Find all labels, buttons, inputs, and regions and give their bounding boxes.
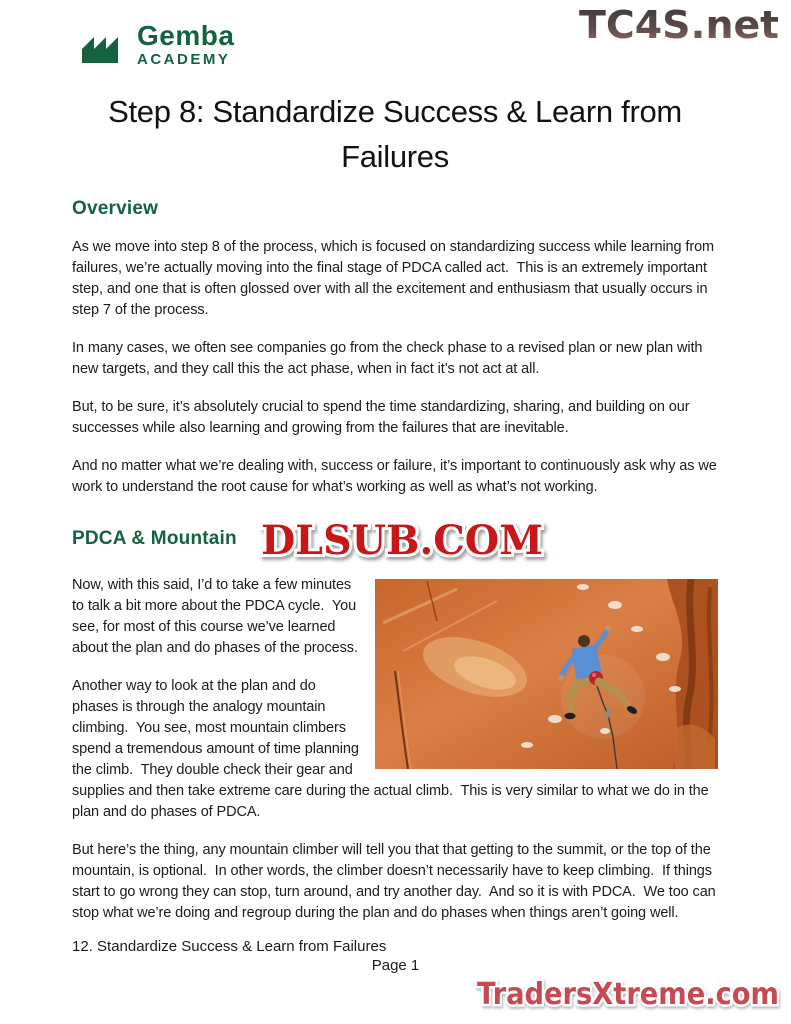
overview-paragraph-2: In many cases, we often see companies go from the check phase to a revised plan or new plan with new targets, and they call this the act phase, when in fact it’s not act at all. [72,339,707,377]
overview-paragraph-4: And no matter what we’re dealing with, success or failure, it’s important to continuously ask why as we work to understand the root cause for what’s working as well as what’s not working. [72,457,721,495]
pdca-paragraph-2: Another way to look at the plan and do phases is through the analogy mountain climbing. You see, most mountain climbers spend a tremendous amount of time planning the climb. They double check their gear and supplies and then take extreme care during the actual climb. This is very similar to what we do in the plan and do phases of PDCA. [72,677,713,820]
logo-text [137,22,234,67]
tc4s-watermark-text: TC4S.net [579,3,779,47]
tradersxtreme-watermark-text: TradersXtreme.com [477,977,779,1012]
overview-heading: Overview [72,197,159,219]
tradersxtreme-watermark [469,971,787,1022]
factory-icon [80,25,128,65]
page-number: Page 1 [371,957,420,974]
overview-paragraph-1: As we move into step 8 of the process, which is focused on standardizing success while learning from failures, we’re actually moving into the final stage of PDCA called act. This is an extremely important step, and one that is often glossed over with all the excitement and enthusiasm that usually occurs in step 7 of the process. [72,238,718,318]
page-title: Step 8: Standardize Success & Learn from Failures [108,94,682,174]
pdca-heading: PDCA & Mountain [72,527,237,549]
footer-section-title: 12. Standardize Success & Learn from Failures [72,938,387,955]
pdca-heading-row [72,516,718,564]
logo-brand: Gemba [137,20,235,51]
logo-sub-brand: ACADEMY [137,51,231,68]
pdca-paragraph-1: Now, with this said, I’d to take a few minutes to talk a bit more about the PDCA cycle. You see, for most of this course we’ve learned about the plan and do phases of the process. [72,576,360,656]
pdca-section-body [72,575,718,941]
overview-paragraph-3: But, to be sure, it’s absolutely crucial to spend the time standardizing, sharing, and building on our successes while also learning and growing from the failures that are inevitable. [72,398,694,436]
gemba-academy-logo [80,22,234,67]
tc4s-watermark [573,2,785,53]
pdca-paragraph-3: But here’s the thing, any mountain climber will tell you that that getting to the summit, or the top of the mountain, is optional. In other words, the climber doesn’t necessarily have to keep climbing. If things start to go wrong they can stop, turn around, and try another day. And so it is with PDCA. We too can stop what we’re doing and regroup during the plan and do phases when things aren’t going well. [72,841,720,921]
dlsub-watermark-text: DLSUB.COM [261,516,543,564]
dlsub-watermark [254,512,550,573]
rock-climber-photo [375,579,718,769]
